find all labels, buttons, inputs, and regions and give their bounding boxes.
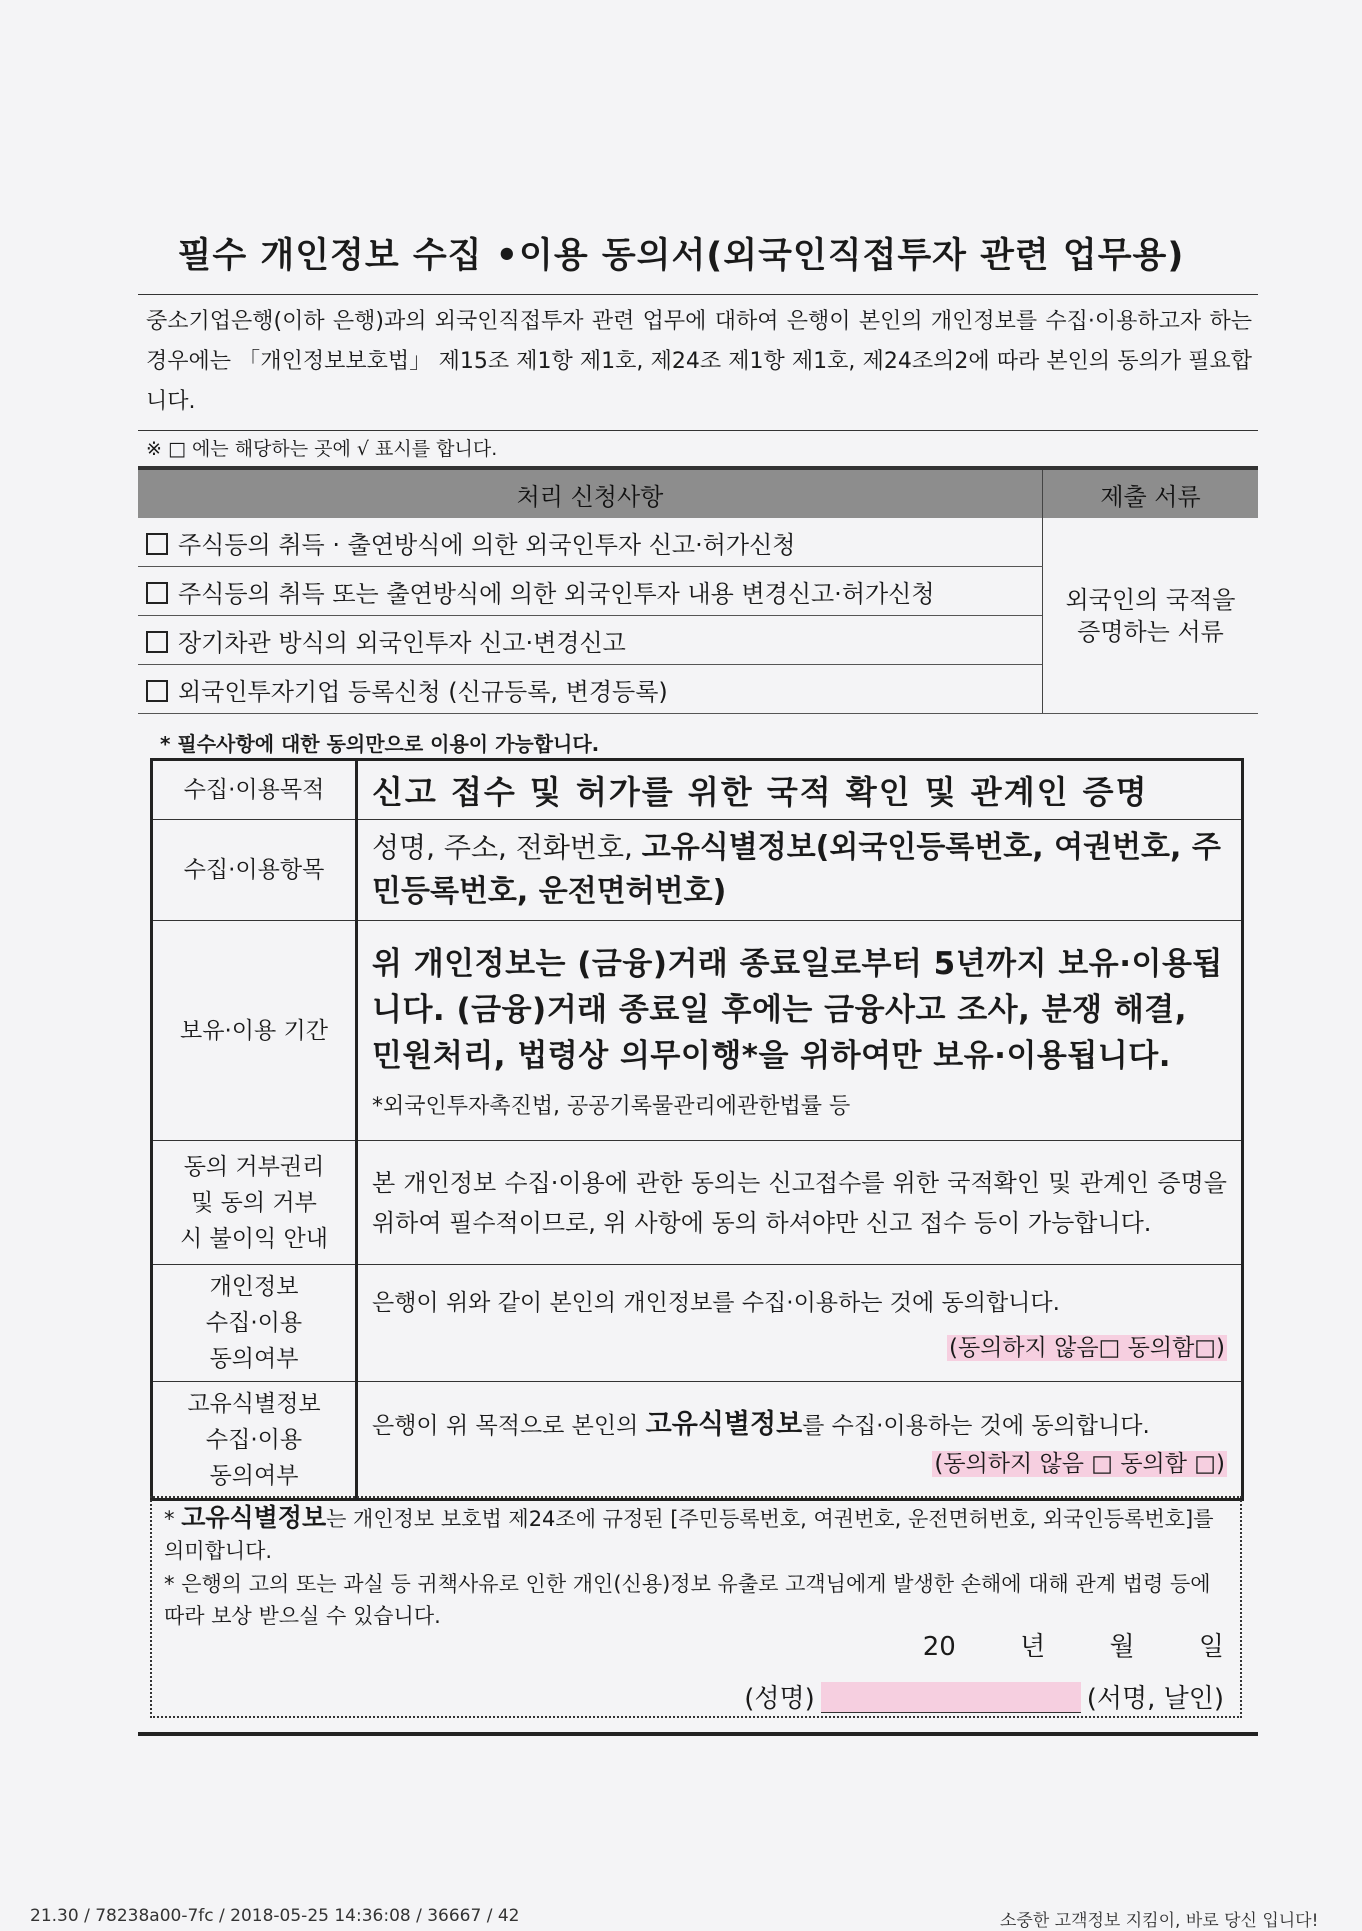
date-year-unit: 년 xyxy=(1020,1632,1046,1662)
application-table xyxy=(138,466,1258,714)
refuse-label xyxy=(152,1141,357,1265)
period-note: *외국인투자촉진법, 공공기록물관리에관한법률 등 xyxy=(372,1094,851,1119)
period-text: 위 개인정보는 (금융)거래 종료일로부터 5년까지 보유·이용됩니다. (금융)거래 종료일 후에는 금융사고 조사, 분쟁 해결, 민원처리, 법령상 의무이행*을 위하여만 보유·이용됩니다. xyxy=(372,946,1223,1074)
agree1-label-line: 개인정보 xyxy=(209,1274,299,1300)
agree2-prefix: 은행이 위 목적으로 본인의 xyxy=(372,1413,646,1439)
check-note: ※ □ 에는 해당하는 곳에 √ 표시를 합니다. xyxy=(146,438,498,460)
footnote-1: * 고유식별정보는 개인정보 보호법 제24조에 규정된 [주민등록번호, 여권번호, 운전면허번호, 외국인등록번호]를 의미합니다. xyxy=(164,1503,1214,1563)
agree2-label-line: 수집·이용 xyxy=(205,1427,303,1453)
header-request: 처리 신청사항 xyxy=(138,468,1043,518)
required-docs: 외국인의 국적을 증명하는 서류 xyxy=(1043,518,1259,714)
bottom-divider xyxy=(138,1732,1258,1736)
agree1-label xyxy=(152,1265,357,1382)
agree2-suffix: 를 수집·이용하는 것에 동의합니다. xyxy=(802,1413,1150,1439)
scan-footer-right: 소중한 고객정보 지킴이, 바로 당신 입니다! xyxy=(1000,1911,1319,1931)
date-day-unit: 일 xyxy=(1198,1632,1224,1662)
purpose-value: 신고 접수 및 허가를 위한 국적 확인 및 관계인 증명 xyxy=(357,760,1243,820)
items-value xyxy=(357,820,1243,921)
agree2-label xyxy=(152,1382,357,1500)
footnote-box xyxy=(150,1496,1242,1718)
required-note: * 필수사항에 대한 동의만으로 이용이 가능합니다. xyxy=(160,732,600,756)
name-field[interactable] xyxy=(821,1682,1081,1713)
items-bold: 고유식별정보(외국인등록번호, 여권번호, 주민등록번호, 운전면허번호) xyxy=(372,830,1221,909)
date-line xyxy=(923,1626,1224,1663)
refuse-label-line: 및 동의 거부 xyxy=(191,1189,317,1216)
footnote-1-bold: 고유식별정보 xyxy=(181,1503,327,1532)
consent-table xyxy=(150,758,1244,1501)
divider xyxy=(138,294,1258,295)
request-item-label: 주식등의 취득 또는 출연방식에 의한 외국인투자 내용 변경신고·허가신청 xyxy=(178,579,935,608)
period-value xyxy=(357,921,1243,1141)
agree1-label-line: 동의여부 xyxy=(209,1346,299,1372)
footnote-1-text: 는 개인정보 보호법 제24조에 규정된 [주민등록번호, 여권번호, 운전면허번호, 외국인등록번호]를 의미합니다. xyxy=(164,1507,1214,1563)
intro-paragraph: 중소기업은행(이하 은행)과의 외국인직접투자 관련 업무에 대하여 은행이 본인의 개인정보를 수집·이용하고자 하는 경우에는 「개인정보보호법」 제15조 제1항 제1호, 제24조 제1항 제1호, 제24조의2에 따라 본인의 동의가 필요합니다. xyxy=(146,309,1252,414)
items-label: 수집·이용항목 xyxy=(152,820,357,921)
agree1-choice[interactable]: (동의하지 않음□ 동의함□) xyxy=(949,1335,1225,1361)
agree1-label-line: 수집·이용 xyxy=(205,1310,303,1336)
request-item[interactable] xyxy=(138,616,1043,665)
agree2-label-line: 동의여부 xyxy=(209,1463,299,1489)
request-item-label: 주식등의 취득 · 출연방식에 의한 외국인투자 신고·허가신청 xyxy=(178,530,796,559)
refuse-text: 본 개인정보 수집·이용에 관한 동의는 신고접수를 위한 국적확인 및 관계인 증명을 위하여 필수적이므로, 위 사항에 동의 하셔야만 신고 접수 등이 가능합니다. xyxy=(357,1141,1243,1265)
agree2-content xyxy=(357,1382,1243,1500)
request-item[interactable] xyxy=(138,567,1043,616)
agree1-content xyxy=(357,1265,1243,1382)
checkbox[interactable] xyxy=(146,533,168,555)
agree2-text xyxy=(372,1402,1227,1441)
period-label: 보유·이용 기간 xyxy=(152,921,357,1141)
date-year: 20 xyxy=(922,1632,956,1662)
checkbox[interactable] xyxy=(146,582,168,604)
signature-line xyxy=(744,1678,1224,1715)
request-item-label: 장기차관 방식의 외국인투자 신고·변경신고 xyxy=(178,628,626,657)
checkbox[interactable] xyxy=(146,631,168,653)
refuse-label-line: 동의 거부권리 xyxy=(183,1153,325,1180)
name-label: (성명) xyxy=(744,1684,815,1714)
checkbox[interactable] xyxy=(146,680,168,702)
scan-footer-left: 21.30 / 78238a00-7fc / 2018-05-25 14:36:08 / 36667 / 42 xyxy=(30,1906,520,1926)
refuse-label-line: 시 불이익 안내 xyxy=(180,1225,328,1252)
purpose-label: 수집·이용목적 xyxy=(152,760,357,820)
request-item-label: 외국인투자기업 등록신청 (신규등록, 변경등록) xyxy=(178,677,668,706)
request-item[interactable] xyxy=(138,665,1043,714)
footnote-2-text: 은행의 고의 또는 과실 등 귀책사유로 인한 개인(신용)정보 유출로 고객님에게 발생한 손해에 대해 관계 법령 등에 따라 보상 받으실 수 있습니다. xyxy=(164,1572,1211,1628)
footnote-2: * 은행의 고의 또는 과실 등 귀책사유로 인한 개인(신용)정보 유출로 고객님에게 발생한 손해에 대해 관계 법령 등에 따라 보상 받으실 수 있습니다. xyxy=(164,1572,1211,1628)
agree1-text: 은행이 위와 같이 본인의 개인정보를 수집·이용하는 것에 동의합니다. xyxy=(372,1290,1060,1316)
request-item[interactable] xyxy=(138,518,1043,567)
agree2-bold: 고유식별정보 xyxy=(645,1409,803,1440)
page-title: 필수 개인정보 수집 •이용 동의서(외국인직접투자 관련 업무용) xyxy=(177,236,1185,276)
header-docs: 제출 서류 xyxy=(1043,468,1259,518)
divider xyxy=(138,430,1258,431)
table-row xyxy=(138,518,1258,567)
items-prefix: 성명, 주소, 전화번호, xyxy=(372,831,642,864)
date-month-unit: 월 xyxy=(1109,1632,1135,1662)
agree2-choice[interactable]: (동의하지 않음 □ 동의함 □) xyxy=(934,1451,1225,1477)
agree2-label-line: 고유식별정보 xyxy=(187,1391,321,1417)
sign-label: (서명, 날인) xyxy=(1086,1684,1224,1714)
